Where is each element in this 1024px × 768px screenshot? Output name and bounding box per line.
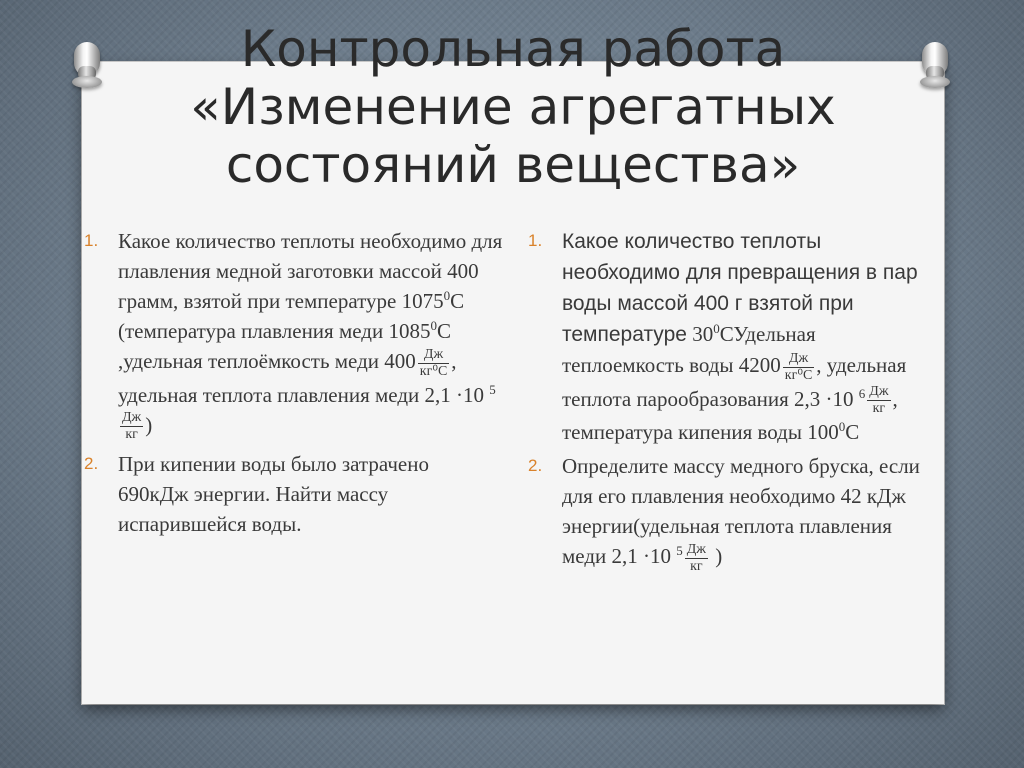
- question-text: При кипении воды было затрачено 690кДж энергии. Найти массу испарившейся воды.: [118, 452, 429, 537]
- question-text: ): [145, 412, 153, 437]
- left-question-1: [84, 226, 504, 443]
- title-line-2: «Изменение агрегатных: [190, 78, 836, 136]
- right-column: [528, 226, 938, 575]
- page-title: [82, 20, 944, 194]
- question-text: 30: [692, 322, 714, 346]
- superscript: 0: [838, 419, 846, 435]
- fraction-numerator: Дж: [869, 384, 889, 400]
- question-text: Определите массу медного бруска, если для его плавления необходимо 42 кДж энергии(удельная теплота плавления меди 2,1 ·10: [562, 454, 920, 569]
- left-question-2: [84, 449, 504, 539]
- fraction-numerator: Дж: [783, 351, 815, 368]
- superscript: 6: [858, 385, 866, 401]
- question-text: , удельная теплота парообразования 2,3 ·10: [562, 353, 907, 411]
- superscript: 5: [676, 543, 683, 559]
- question-text: Какое количество теплоты необходимо для превращения в пар воды массой 400 г взятой при температуре: [562, 230, 918, 346]
- superscript: 5: [489, 381, 496, 397]
- list-number: 2.: [84, 454, 99, 474]
- fraction: [120, 410, 143, 443]
- fraction-numerator: Дж: [686, 542, 706, 558]
- fraction-denominator: кг⁰С: [784, 367, 813, 383]
- list-number: 1.: [528, 231, 543, 250]
- list-number: 1.: [84, 231, 99, 250]
- fraction: [867, 384, 890, 417]
- right-question-2: [528, 451, 938, 575]
- fraction-denominator: кг: [872, 401, 886, 417]
- fraction-denominator: кг: [125, 427, 138, 443]
- superscript: 0: [443, 288, 451, 303]
- superscript: 0: [713, 321, 720, 336]
- question-text: С ,удельная теплоёмкость меди 400: [118, 319, 451, 373]
- superscript: 0: [430, 318, 437, 333]
- question-text: ): [709, 544, 723, 569]
- fraction: [783, 351, 815, 384]
- title-line-1: Контрольная работа: [240, 20, 786, 78]
- title-line-3: состояний вещества»: [225, 136, 801, 194]
- question-text: , удельная теплота плавления меди 2,1 ·10: [118, 349, 485, 407]
- right-question-1: [528, 226, 938, 447]
- left-column: [84, 226, 504, 539]
- question-text: СУдельная теплоемкость воды 4200: [562, 322, 816, 377]
- fraction-denominator: кг: [690, 559, 703, 575]
- fraction-numerator: Дж: [418, 347, 450, 364]
- question-text: , температура кипения воды 100: [562, 386, 898, 445]
- question-text: С: [845, 420, 860, 445]
- fraction-numerator: Дж: [122, 410, 142, 426]
- list-number: 2.: [528, 456, 543, 476]
- fraction-denominator: кг⁰С: [419, 363, 448, 379]
- fraction: [418, 347, 450, 380]
- fraction: [685, 542, 708, 575]
- question-text: Какое количество теплоты необходимо для плавления медной заготовки массой 400 грамм, взятой при температуре 1075: [118, 229, 503, 313]
- question-text: С (температура плавления меди 1085: [118, 289, 465, 343]
